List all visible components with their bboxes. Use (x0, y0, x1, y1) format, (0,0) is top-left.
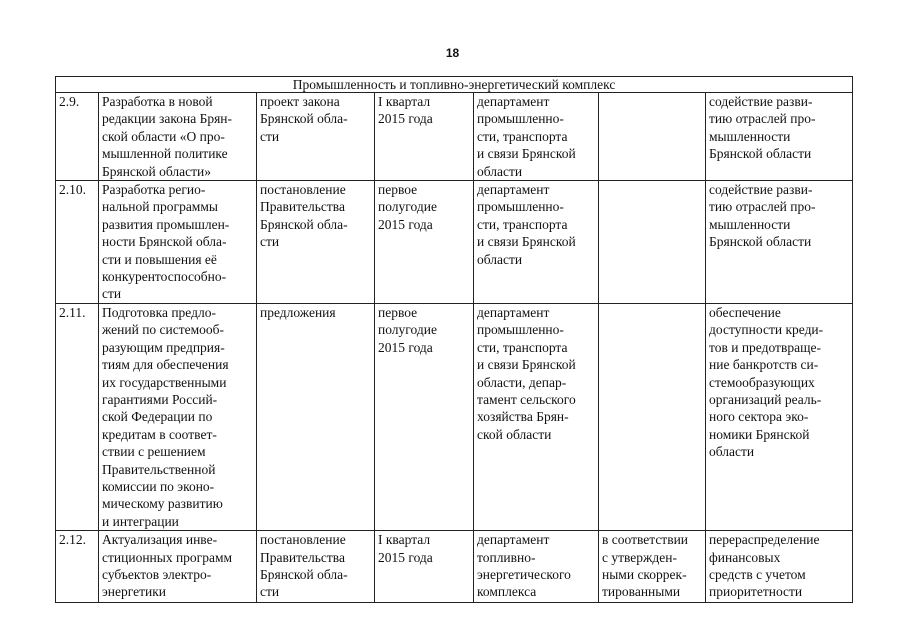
term-cell: первое полугодие 2015 года (375, 303, 474, 530)
executor-cell: департамент промышленно- сти, транспорта и связи Брянской области (474, 181, 599, 304)
note-cell (599, 303, 706, 530)
table-row (56, 303, 853, 530)
section-header-row (56, 77, 853, 93)
executor-cell: департамент промышленно- сти, транспорта и связи Брянской области, депар- тамент сельского хозяйства Брян- ской области (474, 303, 599, 530)
document-cell: проект закона Брянской обла- сти (257, 93, 375, 181)
item-number: 2.11. (56, 303, 99, 530)
term-cell: I квартал 2015 года (375, 93, 474, 181)
document-cell: постановление Правительства Брянской обла- сти (257, 531, 375, 603)
term-cell: I квартал 2015 года (375, 531, 474, 603)
action-cell: Разработка регио- нальной программы развития промышлен- ности Брянской обла- сти и повышения её конкурентоспособно- сти (99, 181, 257, 304)
section-title: Промышленность и топливно-энергетический комплекс (56, 77, 853, 93)
executor-cell: департамент топливно- энергетического комплекса (474, 531, 599, 603)
item-number: 2.12. (56, 531, 99, 603)
note-cell (599, 93, 706, 181)
table-row (56, 531, 853, 603)
result-cell: содействие разви- тию отраслей про- мышленности Брянской области (706, 181, 853, 304)
action-cell: Актуализация инве- стиционных программ субъектов электро- энергетики (99, 531, 257, 603)
document-cell: предложения (257, 303, 375, 530)
term-cell: первое полугодие 2015 года (375, 181, 474, 304)
action-cell: Подготовка предло- жений по системооб- разующим предприя- тиям для обеспечения их государственными гарантиями Россий- ской Федерации по кредитам в соответ- ствии с решением Правительственной комиссии по эконо- мическому развитию и интеграции (99, 303, 257, 530)
table-row (56, 93, 853, 181)
note-cell (599, 181, 706, 304)
executor-cell: департамент промышленно- сти, транспорта и связи Брянской области (474, 93, 599, 181)
table-row (56, 181, 853, 304)
note-cell: в соответствии с утвержден- ными скоррек- тированными (599, 531, 706, 603)
result-cell: перераспределение финансовых средств с учетом приоритетности (706, 531, 853, 603)
result-cell: обеспечение доступности креди- тов и предотвраще- ние банкротств си- стемообразующих организаций реаль- ного сектора эко- номики Брянской области (706, 303, 853, 530)
page-number: 18 (445, 46, 460, 60)
item-number: 2.10. (56, 181, 99, 304)
measures-table (55, 76, 853, 603)
result-cell: содействие разви- тию отраслей про- мышленности Брянской области (706, 93, 853, 181)
document-cell: постановление Правительства Брянской обла- сти (257, 181, 375, 304)
item-number: 2.9. (56, 93, 99, 181)
action-cell: Разработка в новой редакции закона Брян- ской области «О про- мышленной политике Брянской области» (99, 93, 257, 181)
